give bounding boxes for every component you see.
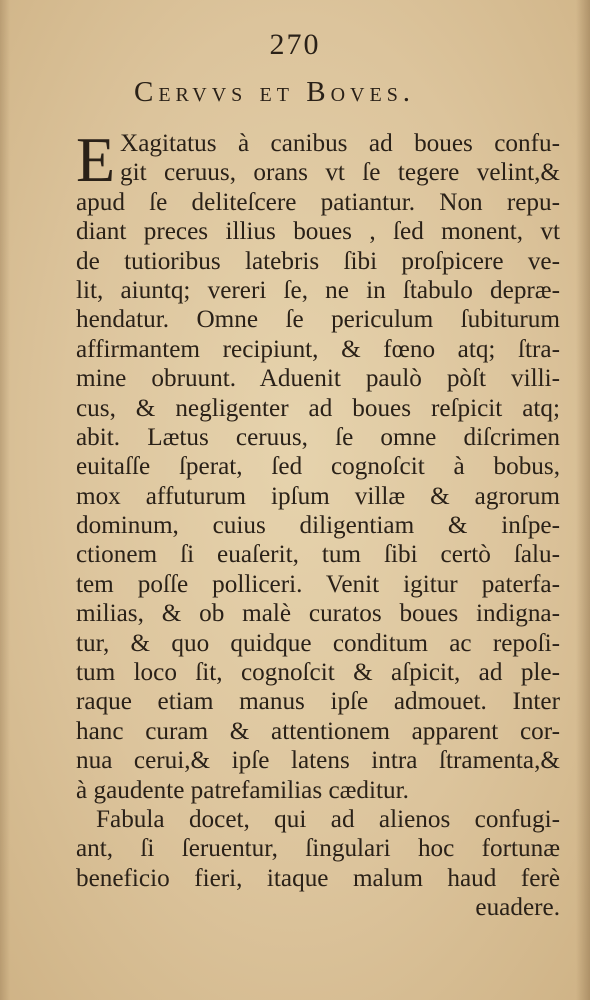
fable-title: Cervvs et Boves. (134, 76, 416, 108)
text-line: lit, aiuntq; vereri ſe, ne in ſtabulo depræ- (76, 276, 560, 304)
text-line: mine obruunt. Aduenit paulò pòſt villi- (76, 365, 560, 393)
text-line: euadere. (475, 894, 560, 922)
text-line: milias, & ob malè curatos boues indigna- (76, 600, 560, 628)
text-line: cus, & negligenter ad boues reſpicit atq; (76, 394, 560, 422)
drop-cap: E (76, 124, 116, 195)
text-line: à gaudente patrefamilias cæditur. (76, 776, 409, 804)
text-line: de tutioribus latebris ſibi proſpicere ve- (76, 247, 560, 275)
text-line: ctionem ſi euaſerit, tum ſibi certò ſalu- (76, 541, 560, 569)
text-line: apud ſe deliteſcere patiantur. Non repu- (76, 188, 560, 216)
text-line: ant, ſi ſeruentur, ſingulari hoc fortunæ (76, 835, 560, 863)
page-number: 270 (269, 28, 321, 61)
page-shadow-left (0, 0, 10, 1000)
text-line: Xagitatus à canibus ad boues confu- (120, 130, 560, 157)
text-line: tum loco ſit, cognoſcit & aſpicit, ad ple- (76, 659, 560, 687)
text-line: beneficio fieri, itaque malum haud ferè (76, 864, 560, 892)
text-line: mox affuturum ipſum villæ & agrorum (76, 482, 560, 510)
fable-text (76, 124, 560, 923)
text-line: euitaſſe ſperat, ſed cognoſcit à bobus, (76, 453, 560, 481)
text-line: hanc curam & attentionem apparent cor- (76, 717, 560, 745)
text-line: hendatur. Omne ſe periculum ſubiturum (76, 306, 560, 334)
text-line: affirmantem recipiunt, & fœno atq; ſtra- (76, 335, 560, 363)
text-line: git ceruus, orans vt ſe tegere velint,& (120, 159, 560, 187)
text-line: tem poſſe polliceri. Venit igitur paterfa- (76, 570, 560, 598)
text-line: tur, & quo quidque conditum ac repoſi- (76, 629, 560, 657)
text-line: diant preces illius boues , ſed monent, vt (76, 218, 560, 246)
text-line: abit. Lætus ceruus, ſe omne diſcrimen (76, 423, 560, 451)
page-shadow-right (576, 0, 590, 1000)
text-line: nua cerui,& ipſe latens intra ſtramenta,& (76, 747, 560, 775)
text-line: Fabula docet, qui ad alienos confugi- (96, 805, 560, 833)
text-line: raque etiam manus ipſe admouet. Inter (76, 688, 560, 716)
text-line: dominum, cuius diligentiam & inſpe- (76, 512, 560, 540)
